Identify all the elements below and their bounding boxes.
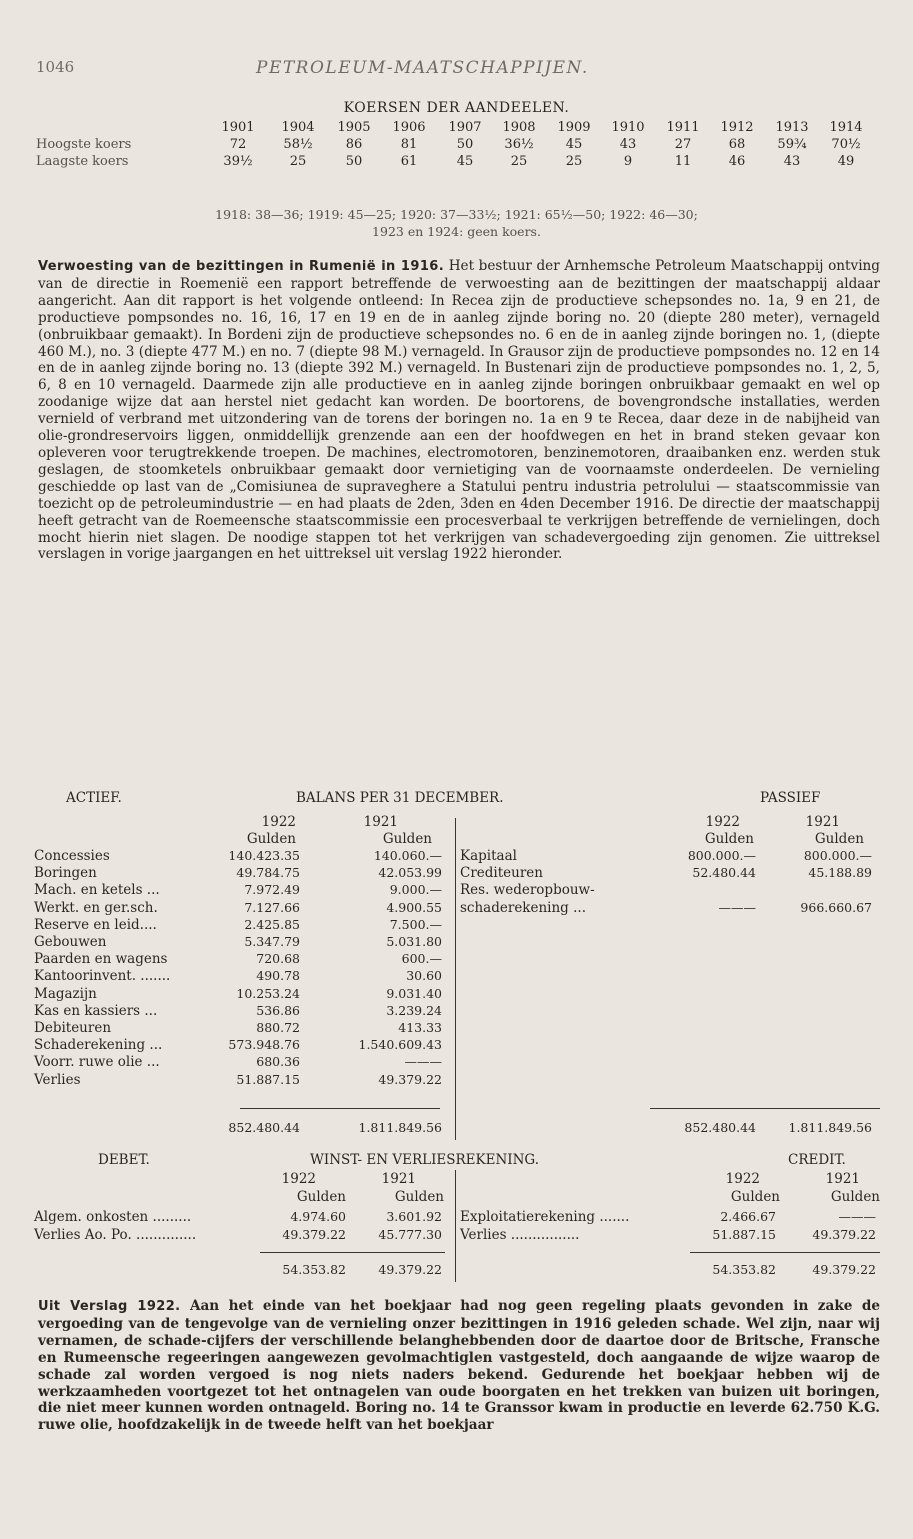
actief-value-1922: 10.253.24 — [236, 985, 300, 1001]
total-rule — [240, 1108, 440, 1109]
col-unit-header: Gulden — [296, 1189, 346, 1205]
actief-value-1922: 536.86 — [256, 1002, 300, 1018]
koersen-year-cell: 1907 — [448, 120, 482, 135]
koersen-title: KOERSEN DER AANDEELEN. — [343, 100, 570, 116]
koersen-row-label: Laagste koers — [36, 154, 129, 169]
actief-value-1922: 573.948.76 — [228, 1037, 300, 1053]
col-unit-header: Gulden — [394, 1189, 444, 1205]
koersen-notes-line: 1918: 38—36; 1919: 45—25; 1920: 37—33½; 1921: 65½—50; 1922: 46—30; — [215, 207, 698, 222]
actief-label: Paarden en wagens — [34, 951, 168, 968]
koersen-value-cell: 39½ — [223, 154, 253, 169]
actief-label: Magazijn — [34, 985, 97, 1002]
actief-value-1921: 9.000.— — [389, 882, 442, 898]
koersen-year-cell: 1909 — [557, 120, 591, 135]
actief-value-1921: 3.239.24 — [386, 1002, 442, 1018]
actief-label: Mach. en ketels ... — [34, 882, 160, 899]
winst-right-heading: CREDIT. — [788, 1152, 846, 1168]
col-year-header: 1921 — [825, 1171, 860, 1187]
actief-value-1921: 7.500.— — [389, 916, 442, 932]
balans-left-heading: ACTIEF. — [66, 790, 122, 806]
debet-label: Verlies Ao. Po. .............. — [34, 1227, 197, 1243]
koersen-row-hoogste — [36, 137, 896, 154]
col-unit-header: Gulden — [246, 831, 296, 847]
actief-value-1922: 51.887.15 — [236, 1071, 300, 1087]
debet-total-1922: 54.353.82 — [282, 1262, 346, 1277]
koersen-year-cell: 1901 — [221, 120, 255, 135]
debet-value-1921: 45.777.30 — [378, 1227, 442, 1242]
actief-label: Kantoorinvent. ....... — [34, 968, 171, 985]
actief-value-1922: 490.78 — [256, 968, 300, 984]
actief-value-1922: 7.972.49 — [244, 882, 300, 898]
koersen-value-cell: 50 — [345, 154, 363, 169]
actief-label: Werkt. en ger.sch. — [34, 899, 158, 916]
credit-value-1921: 49.379.22 — [812, 1227, 876, 1242]
balans-center-heading: BALANS PER 31 DECEMBER. — [296, 790, 504, 806]
passief-total-1921: 1.811.849.56 — [788, 1120, 872, 1135]
koersen-value-cell: 43 — [783, 154, 801, 169]
koersen-value-cell: 25 — [289, 154, 307, 169]
passief-label: schaderekening ... — [460, 899, 586, 916]
passief-label: Kapitaal — [460, 848, 517, 864]
actief-value-1921: 413.33 — [398, 1020, 442, 1035]
actief-value-1921: 1.540.609.43 — [358, 1037, 442, 1053]
passief-value-1921: 800.000.— — [803, 848, 872, 863]
koersen-table — [36, 120, 896, 171]
koersen-value-cell: 46 — [728, 154, 746, 169]
col-unit-header: Gulden — [814, 831, 864, 847]
koersen-value-cell: 45 — [456, 154, 474, 169]
col-unit-header: Gulden — [704, 831, 754, 847]
credit-total-1921: 49.379.22 — [812, 1262, 876, 1277]
actief-label: Voorr. ruwe olie ... — [34, 1054, 160, 1071]
actief-label: Kas en kassiers ... — [34, 1002, 158, 1019]
paragraph-verslag-1922 — [38, 1298, 880, 1434]
koersen-value-cell: 45 — [565, 137, 583, 152]
koersen-year-cell: 1911 — [666, 120, 700, 135]
col-year-header: 1922 — [725, 1171, 760, 1187]
passief-value-1921: 45.188.89 — [808, 865, 872, 881]
koersen-value-cell: 25 — [565, 154, 583, 169]
koersen-value-cell: 86 — [345, 137, 363, 152]
credit-value-1922: 2.466.67 — [720, 1209, 776, 1224]
koersen-year-cell: 1914 — [829, 120, 863, 135]
koersen-year-row — [36, 120, 896, 137]
koersen-value-cell: 81 — [400, 137, 418, 152]
actief-value-1921: 5.031.80 — [386, 934, 442, 949]
actief-value-1922: 680.36 — [256, 1054, 300, 1070]
actief-total-1921: 1.811.849.56 — [358, 1120, 442, 1135]
debet-value-1922: 4.974.60 — [290, 1209, 346, 1224]
actief-value-1922: 720.68 — [256, 951, 300, 967]
koersen-row-laagste — [36, 154, 896, 171]
debet-value-1921: 3.601.92 — [386, 1209, 442, 1224]
koersen-value-cell: 59¾ — [777, 137, 807, 152]
page-header — [36, 58, 877, 82]
total-rule — [260, 1252, 445, 1253]
paragraph-body: Het bestuur der Arnhemsche Petroleum Maatschappij ontving van de directie in Roemenië een rapport betreffende de verwoesting aan de bezittingen der maatschappij aldaar aangericht. Aan dit rapport is het volgende ontleend: In Recea zijn de productieve schepsondes no. 1a, 9 en 21, de productieve pompsondes no. 16, 16, 17 en 19 en de in aanleg zijnde boring no. 20 (diepte 280 meter), vernageld (onbruikbaar gemaakt). In Bordeni zijn de productieve schepsondes no. 6 en de in aanleg zijnde boringen no. 1, (diepte 460 M.), no. 3 (diepte 477 M.) en no. 7 (diepte 98 M.) vernageld. In Grausor zijn de productieve pompsondes no. 12 en 14 en de in aanleg zijnde boring no. 13 (diepte 392 M.) vernageld. In Bustenari zijn de productieve pompsondes no. 1, 2, 5, 6, 8 en 10 vernageld. Daarmede zijn alle productieve en in aanleg zijnde boringen onbruikbaar gemaakt en wel op zoodanige wijze dat aan herstel niet gedacht kan worden. De boortorens, de bovengrondsche installaties, werden vernield of verbrand met uitzondering van de torens der boringen no. 1a en 9 te Recea, daar deze in de nabijheid van olie-grondreservoirs liggen, onmiddellijk grenzende aan een der hoofdwegen en het in brand steken gevaar kon opleveren voor terugtrekkende troepen. De machines, electromotoren, benzinemotoren, draaibanken enz. werden stuk geslagen, de stoomketels onbruikbaar gemaakt door vernietiging van de voornaamste onderdeelen. De vernieling geschiedde op last van de „Comisiunea de supraveghere a Statului pentru industria petrolului — staatscommissie van toezicht op de petroleumindustrie — en had plaats de 2den, 3den en 4den December 1916. De directie der maatschappij heeft getracht van de Roemeensche staatscommissie een procesverbaal te verkrijgen betreffende de vernielingen, doch mocht hierin niet slagen. De noodige stappen tot het verkrijgen van schadevergoeding zijn genomen. Zie uittreksel verslagen in vorige jaargangen en het uittreksel uit verslag 1922 hieronder. — [38, 258, 880, 563]
debet-value-1922: 49.379.22 — [282, 1227, 346, 1242]
actief-label: Verlies — [34, 1071, 81, 1088]
credit-label: Verlies ................ — [460, 1227, 580, 1243]
koersen-year-cell: 1913 — [775, 120, 809, 135]
page-number: 1046 — [36, 58, 75, 76]
col-unit-header: Gulden — [830, 1189, 880, 1205]
column-divider — [455, 1170, 456, 1282]
passief-total-1922: 852.480.44 — [684, 1120, 756, 1135]
koersen-year-cell: 1912 — [720, 120, 754, 135]
actief-value-1921: 49.379.22 — [378, 1071, 442, 1087]
actief-value-1921: 9.031.40 — [386, 985, 442, 1001]
actief-value-1921: ——— — [404, 1054, 442, 1070]
koersen-value-cell: 68 — [728, 137, 746, 152]
debet-total-1921: 49.379.22 — [378, 1262, 442, 1277]
actief-value-1921: 42.053.99 — [378, 865, 442, 881]
passief-label: Crediteuren — [460, 865, 543, 882]
koersen-year-cell: 1906 — [392, 120, 426, 135]
actief-value-1921: 600.— — [401, 951, 442, 967]
total-rule — [650, 1108, 880, 1109]
actief-value-1922: 2.425.85 — [244, 916, 300, 932]
passief-value-1922: 800.000.— — [687, 848, 756, 863]
paragraph-body: Aan het einde van het boekjaar had nog geen regeling plaats gevonden in zake de vergoeding van de tengevolge van de vernieling onzer bezittingen in 1916 geleden schade. Wel zijn, naar wij vernamen, de schade-cijfers der verschillende belanghebbenden door de daartoe door de Britsche, Fransche en Rumeensche regeeringen aangewezen gevolmachtiglen vastgesteld, doch aangaande de wijze waarop de schade zal worden vergoed is nog niets naders bekend. Gedurende het boekjaar hebben wij de werkzaamheden voortgezet tot het ontnagelen van oude boorgaten en het trekken van buizen uit boringen, die niet meer kunnen worden ontnageld. Boring no. 14 te Granssor kwam in productie en leverde 62.750 K.G. ruwe olie, hoofdzakelijk in de tweede helft van het boekjaar — [38, 1298, 880, 1434]
paragraph-verwoesting — [38, 258, 880, 563]
koersen-value-cell: 50 — [456, 137, 474, 152]
actief-value-1921: 4.900.55 — [386, 899, 442, 915]
koersen-value-cell: 11 — [674, 154, 692, 169]
winst-section — [0, 1152, 913, 1282]
col-year-header: 1922 — [261, 814, 296, 830]
actief-value-1922: 5.347.79 — [244, 934, 300, 949]
koersen-value-cell: 25 — [510, 154, 528, 169]
winst-left-heading: DEBET. — [98, 1152, 150, 1168]
koersen-year-cell: 1904 — [281, 120, 315, 135]
credit-total-1922: 54.353.82 — [712, 1262, 776, 1277]
col-year-header: 1922 — [705, 814, 740, 830]
actief-label: Debiteuren — [34, 1020, 112, 1036]
col-unit-header: Gulden — [382, 831, 432, 847]
col-year-header: 1922 — [281, 1171, 316, 1187]
passief-value-1922: 52.480.44 — [692, 865, 756, 881]
actief-value-1921: 30.60 — [406, 968, 442, 984]
koersen-year-cell: 1905 — [337, 120, 371, 135]
koersen-value-cell: 49 — [837, 154, 855, 169]
actief-value-1922: 7.127.66 — [244, 899, 300, 915]
koersen-value-cell: 70½ — [831, 137, 861, 152]
credit-label: Exploitatierekening ....... — [460, 1209, 630, 1225]
credit-value-1921: ——— — [838, 1209, 876, 1224]
total-rule — [690, 1252, 880, 1253]
koersen-year-cell: 1908 — [502, 120, 536, 135]
koersen-year-cell: 1910 — [611, 120, 645, 135]
debet-label: Algem. onkosten ......... — [34, 1209, 192, 1225]
col-unit-header: Gulden — [730, 1189, 780, 1205]
running-title: PETROLEUM-MAATSCHAPPIJEN. — [256, 58, 589, 78]
col-year-header: 1921 — [363, 814, 398, 830]
koersen-value-cell: 36½ — [504, 137, 534, 152]
passief-value-1921: 966.660.67 — [800, 899, 872, 915]
passief-value-1922: ——— — [718, 899, 756, 915]
koersen-value-cell: 27 — [674, 137, 692, 152]
koersen-notes — [0, 206, 913, 240]
actief-value-1921: 140.060.— — [373, 848, 442, 863]
actief-label: Boringen — [34, 865, 97, 882]
koersen-row-label: Hoogste koers — [36, 137, 132, 152]
col-year-header: 1921 — [381, 1171, 416, 1187]
balans-right-heading: PASSIEF — [760, 790, 821, 806]
actief-total-1922: 852.480.44 — [228, 1120, 300, 1135]
col-year-header: 1921 — [805, 814, 840, 830]
actief-value-1922: 49.784.75 — [236, 865, 300, 881]
winst-center-heading: WINST- EN VERLIESREKENING. — [310, 1152, 540, 1168]
actief-label: Concessies — [34, 848, 110, 864]
koersen-value-cell: 9 — [623, 154, 633, 169]
balans-section — [0, 790, 913, 1140]
actief-label: Schaderekening ... — [34, 1037, 163, 1054]
koersen-value-cell: 72 — [229, 137, 247, 152]
actief-label: Reserve en leid.... — [34, 916, 157, 933]
koersen-value-cell: 58½ — [283, 137, 313, 152]
actief-label: Gebouwen — [34, 934, 107, 950]
paragraph-lead: Uit Verslag 1922. — [38, 1299, 181, 1314]
paragraph-lead: Verwoesting van de bezittingen in Rumenië in 1916. — [38, 259, 445, 274]
column-divider — [455, 818, 456, 1140]
credit-value-1922: 51.887.15 — [712, 1227, 776, 1242]
koersen-notes-line: 1923 en 1924: geen koers. — [372, 224, 541, 239]
actief-value-1922: 140.423.35 — [228, 848, 300, 863]
passief-label: Res. wederopbouw- — [460, 882, 595, 899]
actief-value-1922: 880.72 — [256, 1020, 300, 1035]
koersen-value-cell: 61 — [400, 154, 418, 169]
koersen-value-cell: 43 — [619, 137, 637, 152]
